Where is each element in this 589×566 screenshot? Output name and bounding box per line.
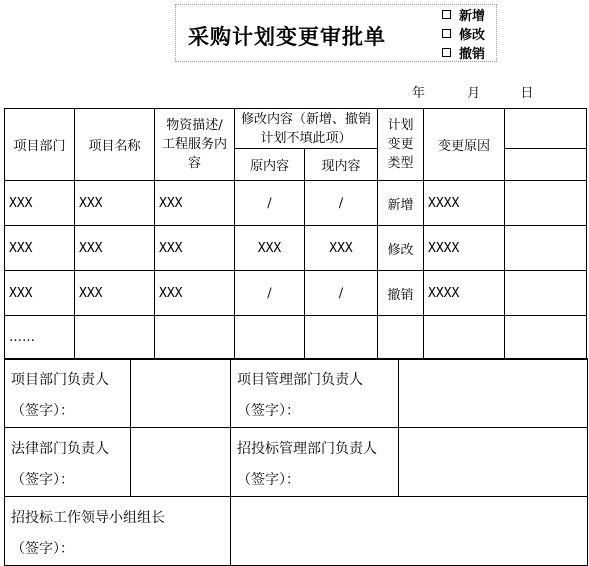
option-add-label: 新增 [459, 9, 486, 24]
change-table [4, 108, 587, 360]
cell-extra[interactable] [505, 181, 587, 226]
checkbox-add[interactable] [442, 10, 451, 19]
date-day: 日 [520, 86, 534, 101]
header-extra-bottom [505, 149, 587, 181]
cell-reason[interactable]: XXXX [424, 271, 505, 316]
header-current: 现内容 [305, 149, 378, 181]
mgmt-head-sign-field[interactable] [399, 359, 588, 428]
option-modify[interactable] [442, 24, 485, 43]
cell-extra[interactable] [505, 271, 587, 316]
cell-material[interactable]: XXX [155, 181, 235, 226]
cell-original[interactable]: / [235, 271, 305, 316]
cell-ellipsis[interactable]: …… [5, 316, 75, 360]
cell-reason[interactable]: XXXX [424, 181, 505, 226]
cell-type[interactable]: 新增 [378, 181, 424, 226]
option-revoke[interactable] [442, 43, 485, 62]
header-extra-top [505, 109, 587, 149]
mgmt-head-label: 项目管理部门负责人 （签字）： [231, 359, 399, 428]
cell-dept[interactable]: XXX [5, 271, 75, 316]
title-box [175, 4, 497, 62]
option-add[interactable] [442, 5, 485, 24]
header-original: 原内容 [235, 149, 305, 181]
date-month: 月 [467, 86, 481, 101]
cell-empty[interactable] [424, 316, 505, 360]
date-year: 年 [412, 86, 426, 101]
checkbox-revoke[interactable] [442, 48, 451, 57]
cell-project[interactable]: XXX [75, 271, 155, 316]
table-row [5, 226, 587, 271]
form-title: 采购计划变更审批单 [188, 24, 386, 49]
cell-original[interactable]: / [235, 181, 305, 226]
cell-type[interactable]: 撤销 [378, 271, 424, 316]
table-row [5, 271, 587, 316]
cell-empty[interactable] [235, 316, 305, 360]
leader-sign-field[interactable] [231, 497, 588, 566]
cell-dept[interactable]: XXX [5, 226, 75, 271]
header-material: 物资描述/工程服务内容 [155, 109, 235, 181]
cell-reason[interactable]: XXXX [424, 226, 505, 271]
header-plan-type: 计划变更类型 [378, 109, 424, 181]
option-revoke-label: 撤销 [459, 47, 486, 62]
cell-material[interactable]: XXX [155, 226, 235, 271]
cell-current[interactable]: XXX [305, 226, 378, 271]
cell-empty[interactable] [155, 316, 235, 360]
date-line [412, 82, 533, 101]
checkbox-modify[interactable] [442, 29, 451, 38]
leader-label: 招投标工作领导小组组长 （签字）： [5, 497, 231, 566]
bid-head-sign-field[interactable] [399, 428, 588, 497]
cell-empty[interactable] [75, 316, 155, 360]
dept-head-label: 项目部门负责人 （签字）： [5, 359, 131, 428]
change-type-options [442, 5, 485, 62]
legal-head-sign-field[interactable] [131, 428, 231, 497]
header-dept: 项目部门 [5, 109, 75, 181]
cell-original[interactable]: XXX [235, 226, 305, 271]
cell-empty[interactable] [378, 316, 424, 360]
option-modify-label: 修改 [459, 28, 486, 43]
table-row [5, 181, 587, 226]
cell-current[interactable]: / [305, 181, 378, 226]
cell-project[interactable]: XXX [75, 226, 155, 271]
cell-extra[interactable] [505, 226, 587, 271]
header-modify: 修改内容（新增、撤销计划不填此项） [235, 109, 378, 149]
legal-head-label: 法律部门负责人 （签字）： [5, 428, 131, 497]
dept-head-sign-field[interactable] [131, 359, 231, 428]
cell-project[interactable]: XXX [75, 181, 155, 226]
cell-empty[interactable] [305, 316, 378, 360]
cell-type[interactable]: 修改 [378, 226, 424, 271]
header-row-1 [5, 109, 587, 149]
bid-head-label: 招投标管理部门负责人 （签字）： [231, 428, 399, 497]
table-row-ellipsis [5, 316, 587, 360]
cell-current[interactable]: / [305, 271, 378, 316]
signature-block-1 [4, 358, 588, 566]
cell-material[interactable]: XXX [155, 271, 235, 316]
header-project: 项目名称 [75, 109, 155, 181]
cell-empty[interactable] [505, 316, 587, 360]
header-reason: 变更原因 [424, 109, 505, 181]
cell-dept[interactable]: XXX [5, 181, 75, 226]
